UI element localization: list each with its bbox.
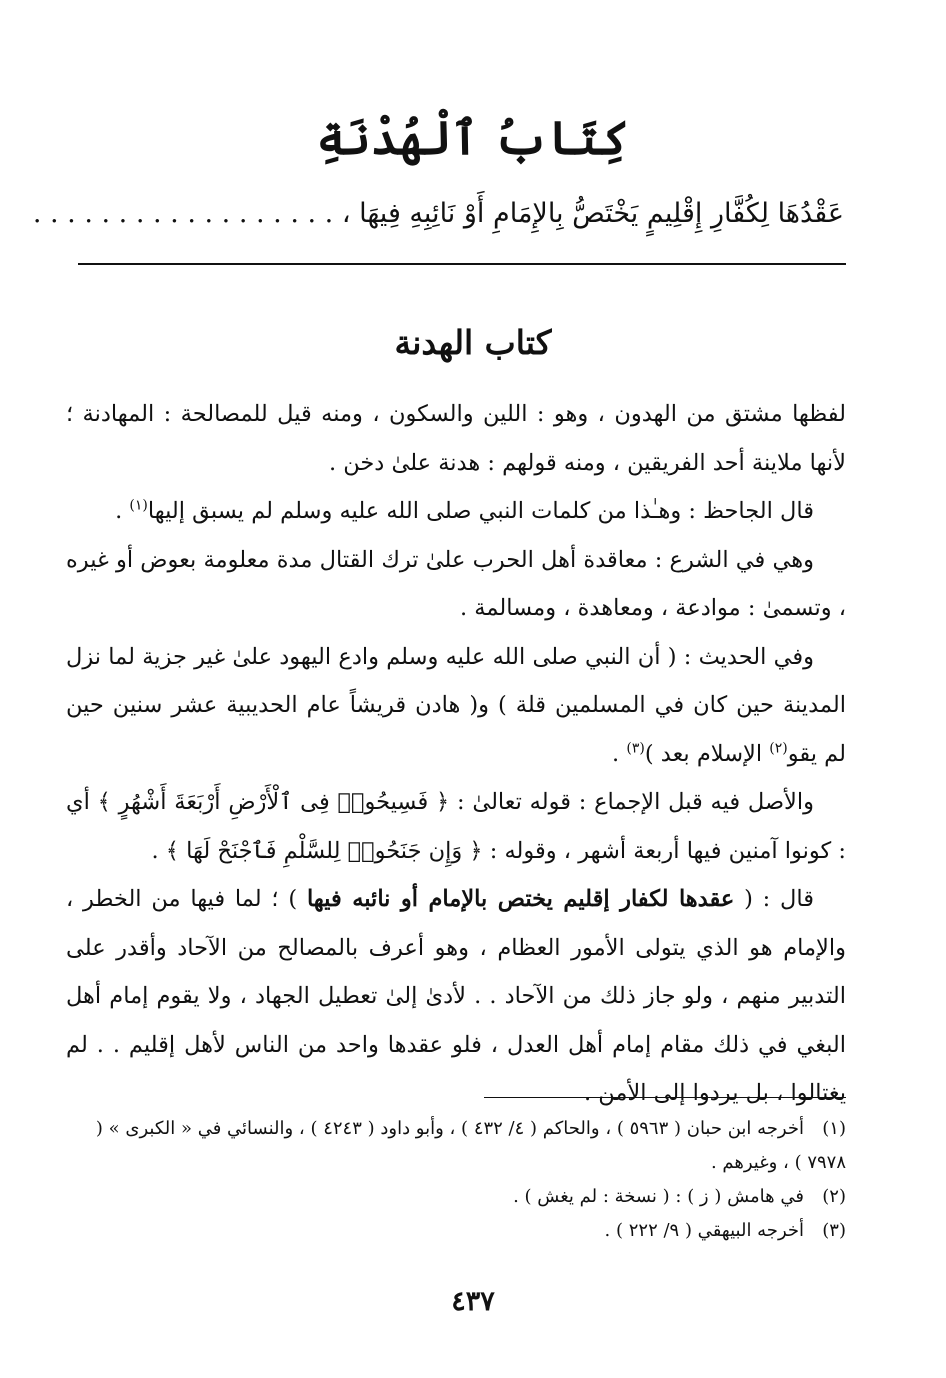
matn-text-line	[32, 192, 844, 236]
paragraph-hadith-text-2: الإسلام بعد )	[644, 740, 770, 767]
ruling-matn-quote: عقدها لكفار إقليم يختص بالإمام أو نائبه فيها	[306, 886, 735, 912]
footnote-text: في هامش ( ز ) : ( نسخة : لم يغش ) .	[513, 1186, 804, 1207]
footnote-2	[70, 1180, 846, 1214]
header-divider	[78, 263, 846, 265]
paragraph-quran-evidence: والأصل فيه قبل الإجماع : قوله تعالىٰ : ﴿ فَسِيحُوا۟ فِى ٱلْأَرْضِ أَرْبَعَةَ أَشْهُرٍ ﴾ أي : كونوا آمنين فيها أربعة أشهر ، وقوله : ﴿ وَإِن جَنَحُوا۟ لِلسَّلْمِ فَٱجْنَحْ لَهَا ﴾ .	[66, 789, 846, 864]
matn-dots: . . . . . . . . . . . . . . . . . .	[32, 198, 334, 229]
ruling-text: ) ؛ لما فيها من الخطر ، والإمام هو الذي يتولى الأمور العظام ، وهو أعرف بالمصالح من الآحاد وأقدر على التدبير منهم ، ولو جاز ذلك من الآحاد . . لأدىٰ إلىٰ تعطيل الجهاد ، ولا يقوم إمام أهل البغي في ذلك مقام إمام أهل العدل ، فلو عقدها واحد من الناس لأهل إقليم . . لم يغتالوا ، بل يردوا إلى الأمن .	[66, 886, 846, 1106]
footnote-1	[70, 1112, 846, 1180]
page-number: ٤٣٧	[451, 1286, 495, 1317]
footnotes	[70, 1112, 846, 1248]
footnote-divider	[484, 1097, 846, 1098]
ruling-lead: قال : (	[734, 886, 815, 912]
paragraph-hadith-text: وفي الحديث : ( أن النبي صلى الله عليه وسلم وادع اليهود علىٰ غير جزية لما نزل المدينة حين كان في المسلمين قلة ) و( هادن قريشاً عام الحديبية عشر سنين حين لم يقو	[66, 643, 846, 767]
paragraph-etymology: لفظها مشتق من الهدون ، وهو : اللين والسكون ، ومنه قيل للمصالحة : المهادنة ؛ لأنها ملاينة أحد الفريقين ، ومنه قولهم : هدنة علىٰ دخن .	[66, 401, 846, 476]
paragraph-jahiz-end: .	[115, 498, 130, 524]
paragraph-ruling	[66, 875, 846, 1118]
paragraph-sharia-definition: وهي في الشرع : معاقدة أهل الحرب علىٰ ترك القتال مدة معلومة بعوض أو غيره ، وتسمىٰ : موادعة ، ومعاهدة ، ومسالمة .	[66, 546, 846, 621]
footnote-ref-1: (١)	[129, 497, 148, 514]
footnote-3	[70, 1214, 846, 1248]
footnote-number: (١)	[822, 1118, 846, 1139]
paragraph-hadith	[66, 633, 846, 779]
footnote-text: أخرجه البيهقي ( ٩/ ٢٢٢ ) .	[604, 1220, 804, 1241]
paragraph-hadith-end: .	[612, 740, 627, 767]
footnote-ref-3: (٣)	[626, 740, 645, 756]
footnote-text: أخرجه ابن حبان ( ٥٩٦٣ ) ، والحاكم ( ٤/ ٤٣٢ ) ، وأبو داود ( ٤٢٤٣ ) ، والنسائي في « الكبرى » ( ٧٩٧٨ ) ، وغيرهم .	[95, 1118, 846, 1173]
paragraph-jahiz	[66, 487, 846, 536]
matn-text: عَقْدُهَا لِكُفَّارِ إِقْلِيمٍ يَخْتَصُّ بِالإِمَامِ أَوْ نَائِبِهِ فِيهَا ،	[341, 198, 844, 229]
book-title: كِتَابُ ٱلْهُدْنَةِ	[316, 111, 630, 165]
footnote-number: (٢)	[822, 1186, 846, 1207]
paragraph-jahiz-text: قال الجاحظ : وهـٰذا من كلمات النبي صلى الله عليه وسلم لم يسبق إليها	[147, 498, 814, 524]
commentary-body	[66, 390, 846, 1118]
footnote-number: (٣)	[822, 1220, 846, 1241]
chapter-heading: كتاب الهدنة	[394, 323, 552, 362]
footnote-ref-2: (٢)	[769, 740, 788, 756]
